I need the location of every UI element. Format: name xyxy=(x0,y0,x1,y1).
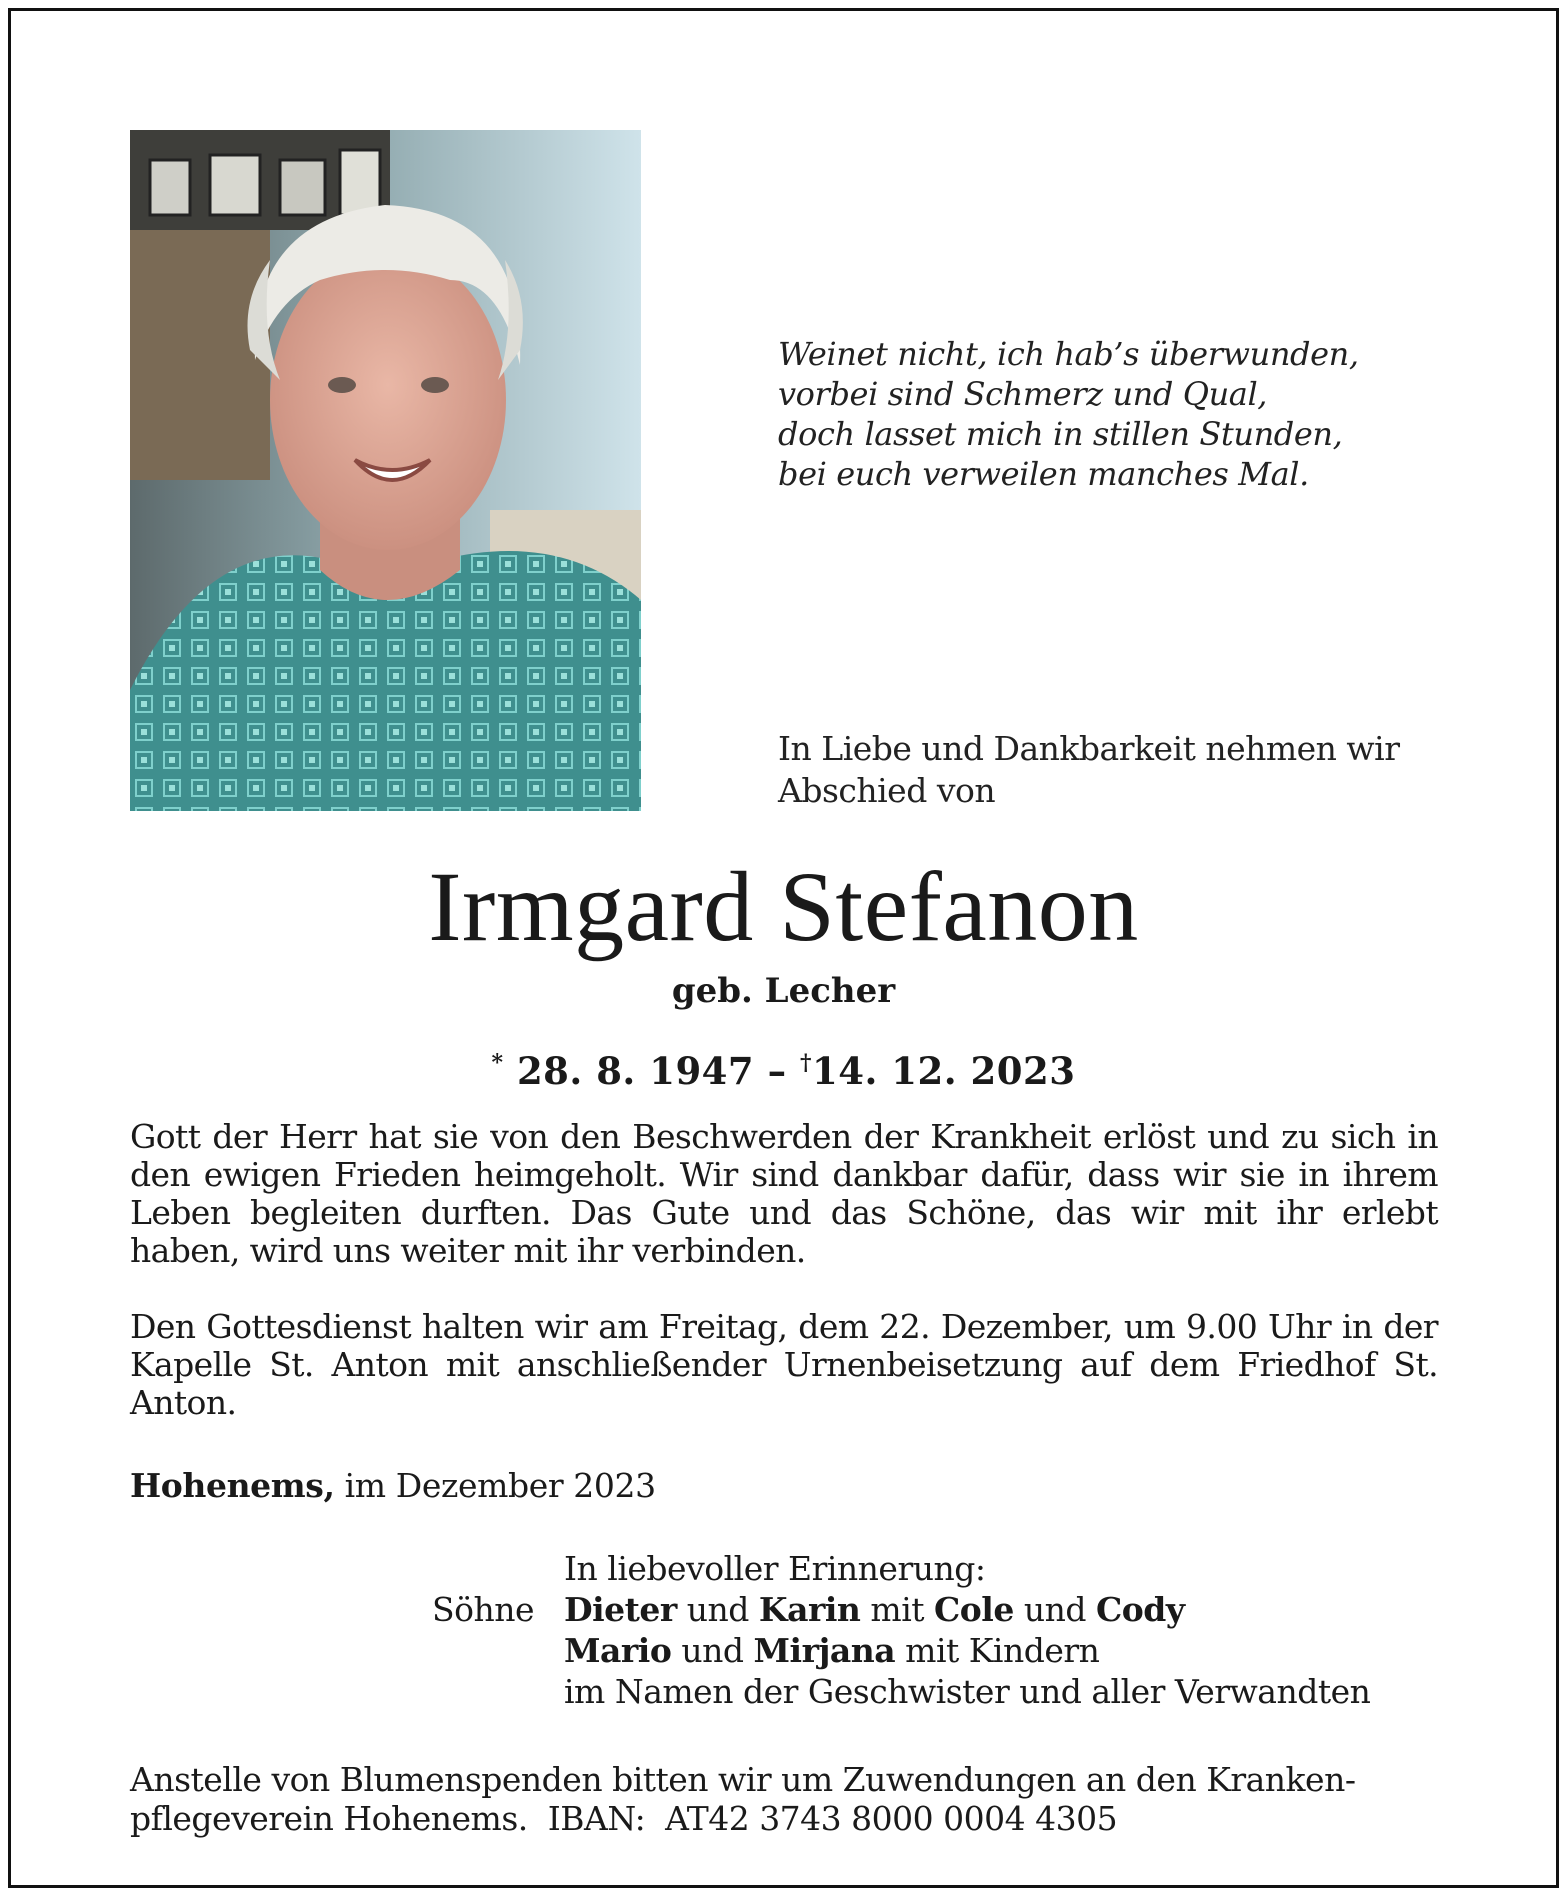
birth-date: 28. 8. 1947 xyxy=(516,1049,755,1093)
intro-text xyxy=(778,728,1400,812)
poem-line: Weinet nicht, ich hab’s überwunden, xyxy=(778,335,1359,373)
body-paragraph-2: Den Gottesdienst halten wir am Freitag, dem 22. Dezember, um 9.00 Uhr in der Kapelle St. Anton mit anschließender Urnenbeisetzung auf dem Friedhof St. Anton. xyxy=(130,1307,1438,1422)
family-name: Cody xyxy=(1095,1590,1185,1629)
family-name: Mario xyxy=(564,1631,672,1670)
family-name: Karin xyxy=(758,1590,861,1629)
deceased-name: Irmgard Stefanon xyxy=(428,851,1139,962)
family-name: Cole xyxy=(934,1590,1014,1629)
signature-block xyxy=(564,1548,1370,1712)
family-name: Dieter xyxy=(564,1590,677,1629)
life-dates xyxy=(0,1040,1567,1094)
death-symbol: † xyxy=(799,1050,812,1076)
place-city: Hohenems, xyxy=(130,1466,335,1505)
place-month: im Dezember 2023 xyxy=(344,1466,656,1505)
connector: und xyxy=(686,1590,749,1629)
poem-line: bei euch verweilen manches Mal. xyxy=(778,455,1309,493)
signature-line-2 xyxy=(564,1630,1370,1671)
donation-line: pflegeverein Hohenems. IBAN: AT42 3743 8000 0004 4305 xyxy=(130,1799,1118,1838)
signature-line-3: im Namen der Geschwister und aller Verwandten xyxy=(564,1672,1371,1711)
place-date xyxy=(130,1466,656,1506)
portrait-photo xyxy=(130,130,641,811)
intro-line: Abschied von xyxy=(778,771,996,810)
maiden-name: geb. Lecher xyxy=(671,971,896,1011)
intro-line: In Liebe und Dankbarkeit nehmen wir xyxy=(778,729,1400,768)
connector: und xyxy=(681,1631,744,1670)
donation-note xyxy=(130,1760,1438,1838)
poem-line: doch lasset mich in stillen Stunden, xyxy=(778,415,1343,453)
donation-line: Anstelle von Blumenspenden bitten wir um Zuwendungen an den Kranken- xyxy=(130,1760,1356,1799)
sons-label: Söhne xyxy=(432,1590,535,1629)
connector: mit Kindern xyxy=(905,1631,1100,1670)
connector: und xyxy=(1023,1590,1086,1629)
body-paragraph-1: Gott der Herr hat sie von den Beschwerden der Krankheit erlöst und zu sich in den ewigen Frieden heimgeholt. Wir sind dankbar dafür, dass wir sie in ihrem Leben begleiten durften. Das Gute und das Schöne, das wir mit ihr erlebt haben, wird uns weiter mit ihr verbinden. xyxy=(130,1117,1438,1270)
portrait-illustration xyxy=(130,130,641,811)
poem xyxy=(778,334,1359,494)
signature-line-1 xyxy=(564,1589,1370,1630)
birth-symbol: * xyxy=(491,1050,504,1076)
signature-heading: In liebevoller Erinnerung: xyxy=(564,1549,986,1588)
connector: mit xyxy=(870,1590,925,1629)
poem-line: vorbei sind Schmerz und Qual, xyxy=(778,375,1268,413)
family-name: Mirjana xyxy=(753,1631,896,1670)
death-date: 14. 12. 2023 xyxy=(811,1049,1076,1093)
date-separator: – xyxy=(767,1049,787,1093)
